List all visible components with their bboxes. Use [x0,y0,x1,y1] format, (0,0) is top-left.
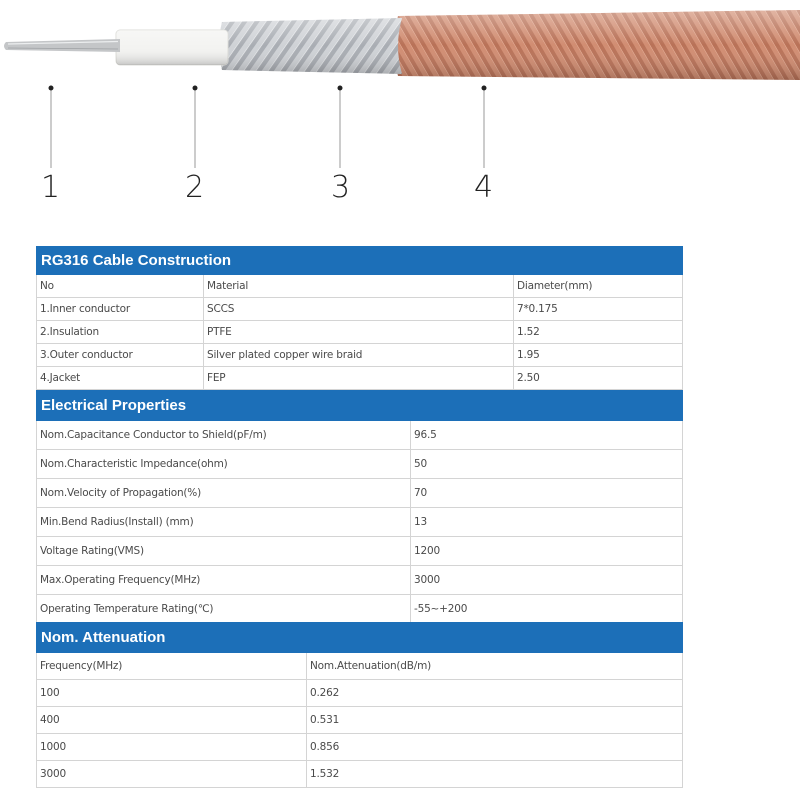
frequency-value: 1000 [37,734,307,761]
row-diameter: 1.95 [514,344,683,367]
column-header-frequency: Frequency(MHz) [37,653,307,680]
property-label: Min.Bend Radius(Install) (mm) [37,508,411,537]
table-row [37,680,683,707]
property-value: 3000 [411,566,683,595]
electrical-properties-table [36,390,683,624]
property-value: 50 [411,450,683,479]
row-material: SCCS [204,298,514,321]
table-row [37,566,683,595]
frequency-value: 400 [37,707,307,734]
column-header-material: Material [204,275,514,298]
table-row [37,479,683,508]
jacket-layer [394,10,800,80]
attenuation-value: 0.531 [307,707,683,734]
row-label: 1.Inner conductor [37,298,204,321]
attenuation-value: 0.856 [307,734,683,761]
property-label: Voltage Rating(VMS) [37,537,411,566]
property-value: 1200 [411,537,683,566]
column-header-diameter: Diameter(mm) [514,275,683,298]
callout-lines [51,88,484,168]
table-row [37,421,683,450]
property-label: Nom.Characteristic Impedance(ohm) [37,450,411,479]
attenuation-title: Nom. Attenuation [37,623,683,653]
row-material: FEP [204,367,514,390]
property-label: Operating Temperature Rating(℃) [37,595,411,624]
row-diameter: 1.52 [514,321,683,344]
table-row [37,537,683,566]
callout-dots [49,86,487,91]
attenuation-value: 0.262 [307,680,683,707]
property-label: Max.Operating Frequency(MHz) [37,566,411,595]
table-row [37,734,683,761]
table-row [37,298,683,321]
inner-conductor-wire [4,39,120,52]
table-title-row [37,623,683,653]
property-value: 96.5 [411,421,683,450]
row-material: PTFE [204,321,514,344]
table-row [37,508,683,537]
table-row [37,321,683,344]
column-header-no: No [37,275,204,298]
property-value: 70 [411,479,683,508]
attenuation-value: 1.532 [307,761,683,788]
row-material: Silver plated copper wire braid [204,344,514,367]
table-row [37,367,683,390]
table-header-row [37,653,683,680]
callout-number-3: 3 [331,170,351,205]
table-row [37,344,683,367]
row-diameter: 2.50 [514,367,683,390]
property-label: Nom.Capacitance Conductor to Shield(pF/m) [37,421,411,450]
row-label: 3.Outer conductor [37,344,204,367]
property-value: -55~+200 [411,595,683,624]
construction-title: RG316 Cable Construction [37,247,683,275]
column-header-attenuation: Nom.Attenuation(dB/m) [307,653,683,680]
table-row [37,761,683,788]
table-title-row [37,247,683,275]
insulation-layer [116,30,228,65]
outer-conductor-braid [219,18,402,74]
table-row [37,595,683,624]
property-label: Nom.Velocity of Propagation(%) [37,479,411,508]
callout-number-1: 1 [41,170,61,205]
property-value: 13 [411,508,683,537]
construction-table [36,246,683,390]
row-label: 4.Jacket [37,367,204,390]
row-label: 2.Insulation [37,321,204,344]
table-row [37,707,683,734]
cable-cross-section-illustration [0,0,800,230]
electrical-title: Electrical Properties [37,391,683,421]
callout-number-2: 2 [185,170,205,205]
table-title-row [37,391,683,421]
frequency-value: 100 [37,680,307,707]
table-row [37,450,683,479]
callout-number-4: 4 [474,170,494,205]
row-diameter: 7*0.175 [514,298,683,321]
attenuation-table [36,622,683,788]
frequency-value: 3000 [37,761,307,788]
table-header-row [37,275,683,298]
